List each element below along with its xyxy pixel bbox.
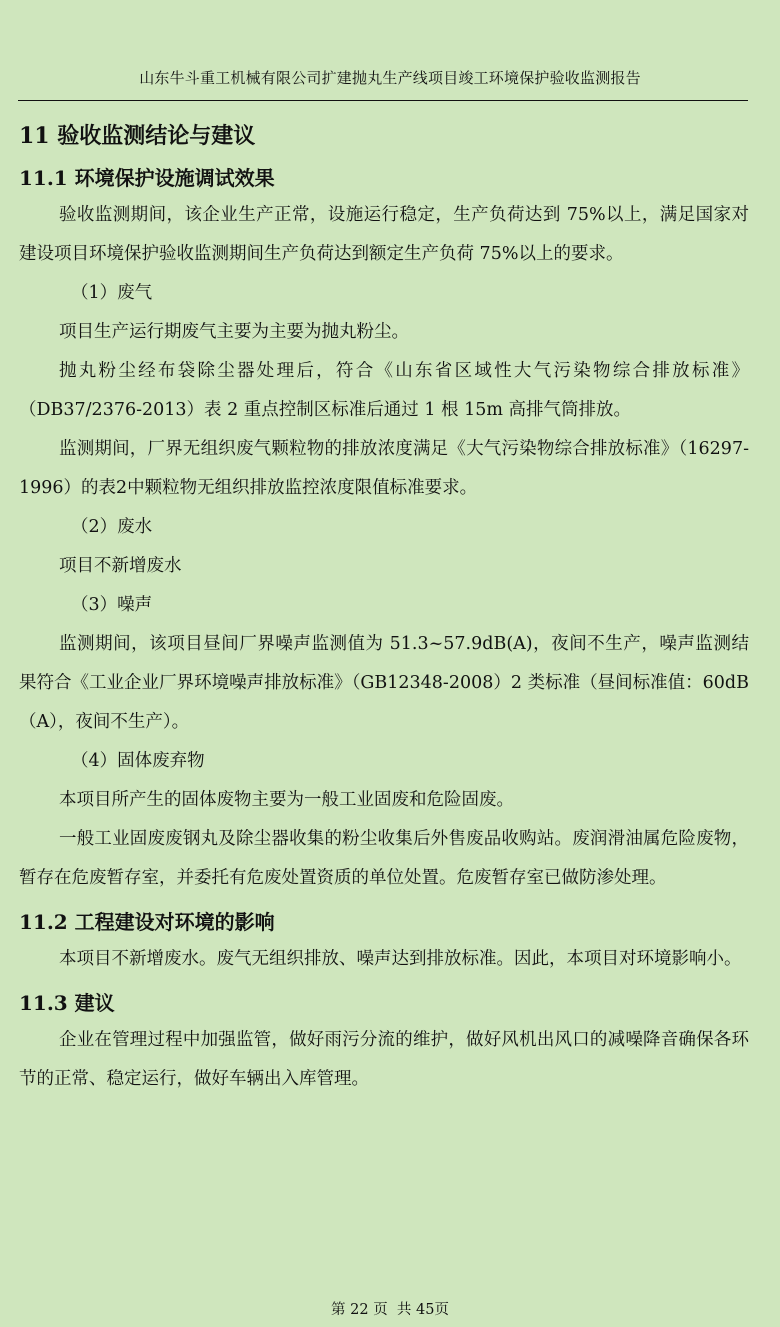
page-label-suffix: 页 (434, 1302, 449, 1318)
subheading-wastewater: （2）废水 (71, 517, 153, 537)
subheading-noise: （3）噪声 (71, 595, 153, 615)
chapter-title: 11 验收监测结论与建议 (19, 123, 256, 149)
subheading-solid-waste: （4）固体废弃物 (71, 751, 205, 771)
page-number: 22 (350, 1302, 369, 1318)
paragraph-exhaust-monitoring: 监测期间，厂界无组织废气颗粒物的排放浓度满足《大气污染物综合排放标准》（16297-1996）的表2中颗粒物无组织排放监控浓度限值标准要求。 (19, 439, 749, 498)
paragraph-environmental-impact: 本项目不新增废水。废气无组织排放、噪声达到排放标准。因此，本项目对环境影响小。 (59, 949, 742, 969)
section-heading-11-2: 11.2 工程建设对环境的影响 (19, 910, 275, 934)
paragraph-solid-waste-types: 本项目所产生的固体废物主要为一般工业固废和危险固废。 (59, 790, 514, 810)
section-heading-11-1: 11.1 环境保护设施调试效果 (19, 166, 275, 190)
subheading-exhaust-gas: （1）废气 (71, 283, 153, 303)
total-pages: 45 (416, 1302, 435, 1318)
paragraph-noise: 监测期间，该项目昼间厂界噪声监测值为 51.3~57.9dB(A)，夜间不生产，噪声监测结果符合《工业企业厂界环境噪声排放标准》（GB12348-2008）2 类标准（昼间标准值：60dB（A），夜间不生产）。 (19, 634, 749, 732)
paragraph-recommendations: 企业在管理过程中加强监管，做好雨污分流的维护，做好风机出风口的减噪降音确保各环节的正常、稳定运行，做好车辆出入库管理。 (19, 1030, 749, 1089)
section-heading-11-3: 11.3 建议 (19, 991, 115, 1015)
paragraph-exhaust-treatment: 抛丸粉尘经布袋除尘器处理后，符合《山东省区域性大气污染物综合排放标准》（DB37/2376-2013）表 2 重点控制区标准后通过 1 根 15m 高排气筒排放。 (19, 361, 749, 420)
paragraph-exhaust-source: 项目生产运行期废气主要为主要为抛丸粉尘。 (59, 322, 409, 342)
header-divider (18, 100, 748, 101)
paragraph-load-condition: 验收监测期间，该企业生产正常，设施运行稳定，生产负荷达到 75%以上，满足国家对建设项目环境保护验收监测期间生产负荷达到额定生产负荷 75%以上的要求。 (19, 205, 749, 264)
paragraph-wastewater: 项目不新增废水 (59, 556, 182, 576)
report-header-title: 山东牛斗重工机械有限公司扩建抛丸生产线项目竣工环境保护验收监测报告 (139, 69, 641, 87)
paragraph-solid-waste-disposal: 一般工业固废废钢丸及除尘器收集的粉尘收集后外售废品收购站。废润滑油属危险废物，暂存在危废暂存室，并委托有危废处置资质的单位处置。危废暂存室已做防渗处理。 (19, 829, 749, 888)
page-label-mid: 页 共 (373, 1302, 412, 1318)
page-label-prefix: 第 (331, 1302, 346, 1318)
page-footer (0, 1298, 780, 1319)
document-body (19, 118, 749, 1099)
